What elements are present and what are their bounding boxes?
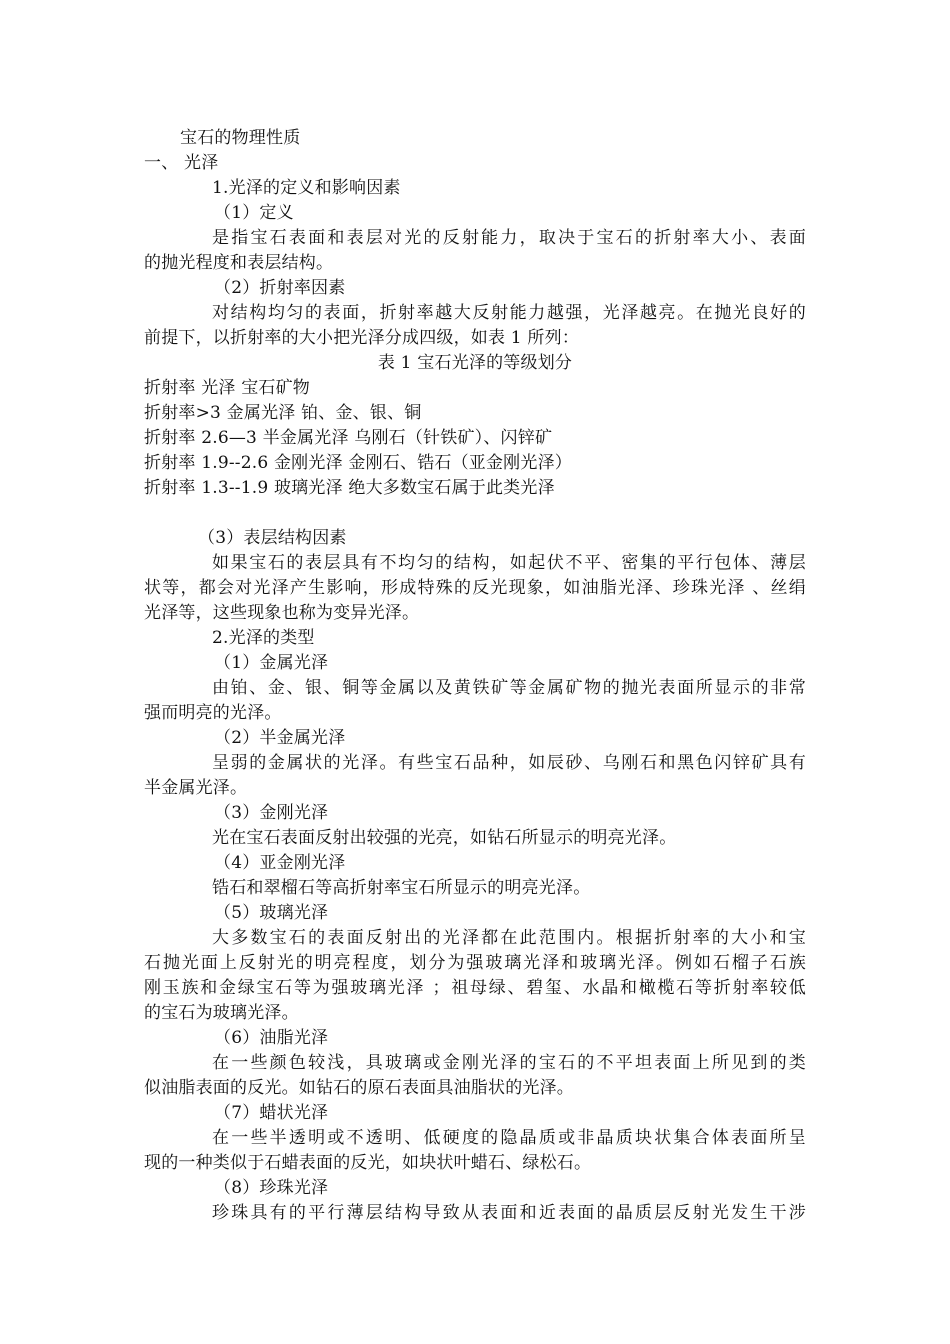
paragraph-line: 状等，都会对光泽产生影响，形成特殊的反光现象，如油脂光泽、珍珠光泽 、丝绢 (144, 578, 806, 598)
item-heading: （7）蜡状光泽 (214, 1103, 329, 1123)
paragraph-line: 在一些颜色较浅，具玻璃或金刚光泽的宝石的不平坦表面上所见到的类 (212, 1053, 806, 1073)
paragraph-line: 对结构均匀的表面，折射率越大反射能力越强，光泽越亮。在抛光良好的 (212, 303, 806, 323)
paragraph-line: 在一些半透明或不透明、低硬度的隐晶质或非晶质块状集合体表面所呈 (212, 1128, 806, 1148)
item-heading: （6）油脂光泽 (214, 1028, 329, 1048)
paragraph-line: 光在宝石表面反射出较强的光亮，如钻石所显示的明亮光泽。 (212, 828, 677, 848)
paragraph-line: 是指宝石表面和表层对光的反射能力，取决于宝石的折射率大小、表面 (212, 228, 806, 248)
item-heading: （3）金刚光泽 (214, 803, 329, 823)
paragraph-line: 由铂、金、银、铜等金属以及黄铁矿等金属矿物的抛光表面所显示的非常 (212, 678, 806, 698)
paragraph-line: 如果宝石的表层具有不均匀的结构，如起伏不平、密集的平行包体、薄层 (212, 553, 806, 573)
item-heading: （8）珍珠光泽 (214, 1178, 329, 1198)
section-heading: 一、 光泽 (144, 153, 219, 173)
subsection-heading: 1.光泽的定义和影响因素 (212, 178, 401, 198)
table-row: 折射率 1.9--2.6 金刚光泽 金刚石、锆石（亚金刚光泽） (144, 453, 572, 473)
item-heading: （2）折射率因素 (214, 278, 346, 298)
paragraph-line: 刚玉族和金绿宝石等为强玻璃光泽 ；祖母绿、碧玺、水晶和橄榄石等折射率较低 (144, 978, 806, 998)
paragraph-line: 似油脂表面的反光。如钻石的原石表面具油脂状的光泽。 (144, 1078, 574, 1098)
subsection-heading: 2.光泽的类型 (212, 628, 315, 648)
paragraph-line: 的抛光程度和表层结构。 (144, 253, 334, 273)
paragraph-line: 呈弱的金属状的光泽。有些宝石品种，如辰砂、乌刚石和黑色闪锌矿具有 (212, 753, 806, 773)
item-heading: （1）金属光泽 (214, 653, 329, 673)
table-header-row: 折射率 光泽 宝石矿物 (144, 378, 311, 398)
paragraph-line: 大多数宝石的表面反射出的光泽都在此范围内。根据折射率的大小和宝 (212, 928, 806, 948)
table-row: 折射率>3 金属光泽 铂、金、银、铜 (144, 403, 422, 423)
table-row: 折射率 1.3--1.9 玻璃光泽 绝大多数宝石属于此类光泽 (144, 478, 555, 498)
paragraph-line: 半金属光泽。 (144, 778, 248, 798)
paragraph-line: 石抛光面上反射光的明亮程度，划分为强玻璃光泽和玻璃光泽。例如石榴子石族 (144, 953, 806, 973)
item-heading: （4）亚金刚光泽 (214, 853, 346, 873)
table-row: 折射率 2.6—3 半金属光泽 乌刚石（针铁矿）、闪锌矿 (144, 428, 553, 448)
paragraph-line: 锆石和翠榴石等高折射率宝石所显示的明亮光泽。 (212, 878, 591, 898)
item-heading: （3）表层结构因素 (198, 528, 347, 548)
paragraph-line: 现的一种类似于石蜡表面的反光，如块状叶蜡石、绿松石。 (144, 1153, 592, 1173)
document-title: 宝石的物理性质 (180, 128, 301, 148)
item-heading: （5）玻璃光泽 (214, 903, 329, 923)
paragraph-line: 强而明亮的光泽。 (144, 703, 282, 723)
item-heading: （2）半金属光泽 (214, 728, 346, 748)
paragraph-line: 前提下，以折射率的大小把光泽分成四级，如表 1 所列： (144, 328, 580, 348)
item-heading: （1）定义 (214, 203, 294, 223)
paragraph-line: 的宝石为玻璃光泽。 (144, 1003, 299, 1023)
paragraph-line: 光泽等，这些现象也称为变异光泽。 (144, 603, 420, 623)
paragraph-line: 珍珠具有的平行薄层结构导致从表面和近表面的晶质层反射光发生干涉 (212, 1203, 806, 1223)
table-caption: 表 1 宝石光泽的等级划分 (377, 353, 573, 373)
